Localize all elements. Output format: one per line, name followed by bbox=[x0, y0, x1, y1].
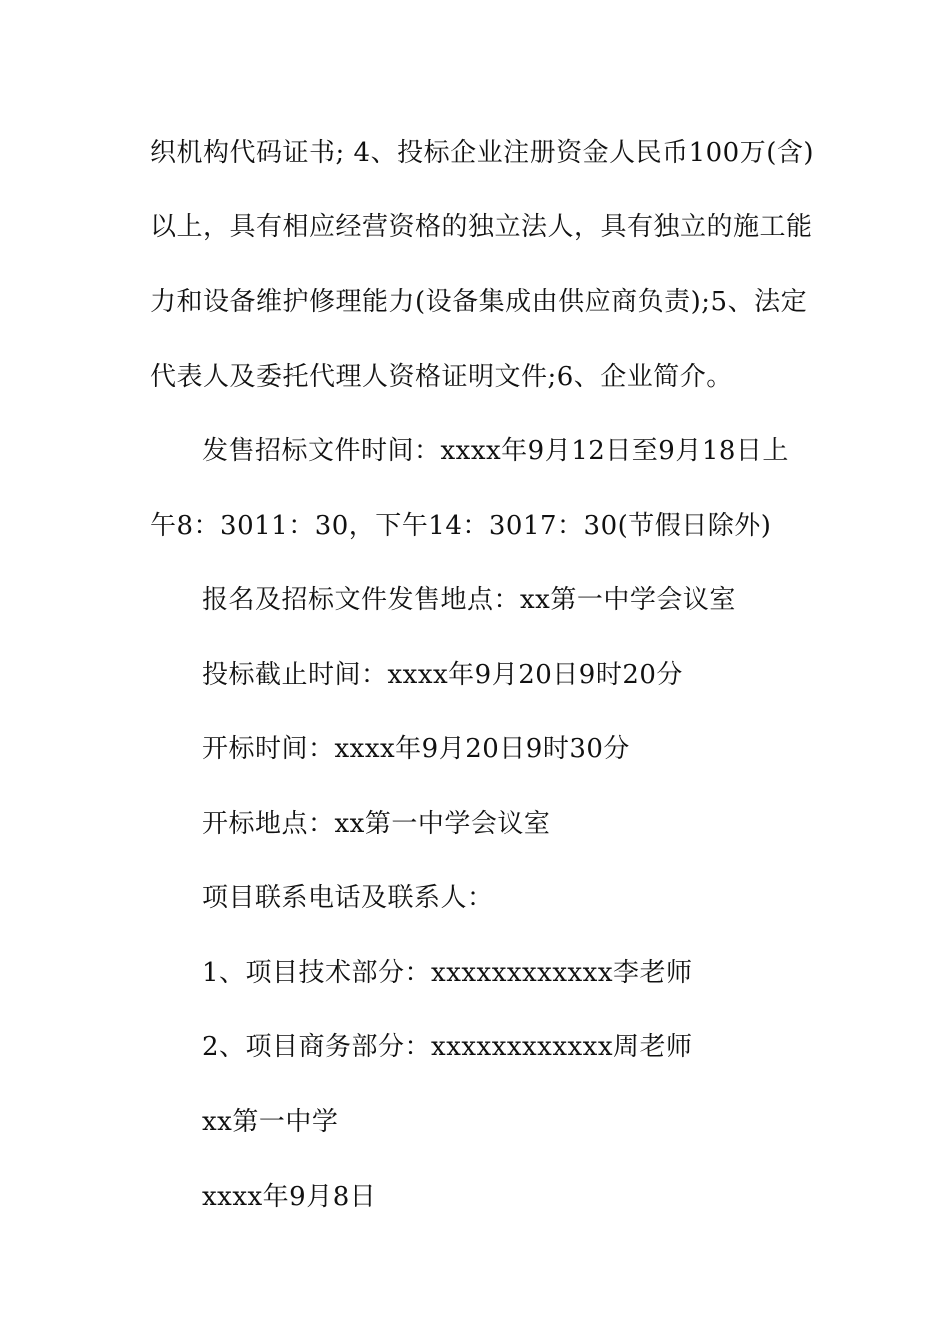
sale-time-line-2: 午8：3011：30，下午14：3017：30(节假日除外) bbox=[150, 511, 772, 541]
registration-location: 报名及招标文件发售地点：xx第一中学会议室 bbox=[202, 585, 736, 615]
contacts-heading: 项目联系电话及联系人： bbox=[202, 883, 494, 913]
opening-location: 开标地点：xx第一中学会议室 bbox=[202, 809, 551, 839]
contact-technical: 1、项目技术部分：xxxxxxxxxxxx李老师 bbox=[202, 958, 693, 988]
contact-business: 2、项目商务部分：xxxxxxxxxxxx周老师 bbox=[202, 1032, 693, 1062]
qualification-line-1: 织机构代码证书; 4、投标企业注册资金人民币100万(含) bbox=[150, 138, 814, 168]
sale-time-line-1: 发售招标文件时间：xxxx年9月12日至9月18日上 bbox=[202, 436, 789, 466]
qualification-line-4: 代表人及委托代理人资格证明文件;6、企业简介。 bbox=[150, 362, 733, 392]
issue-date: xxxx年9月8日 bbox=[202, 1182, 377, 1212]
qualification-line-3: 力和设备维护修理能力(设备集成由供应商负责);5、法定 bbox=[150, 287, 808, 317]
bid-deadline: 投标截止时间：xxxx年9月20日9时20分 bbox=[202, 660, 683, 690]
issuer-name: xx第一中学 bbox=[202, 1107, 339, 1137]
opening-time: 开标时间：xxxx年9月20日9时30分 bbox=[202, 734, 630, 764]
qualification-line-2: 以上，具有相应经营资格的独立法人，具有独立的施工能 bbox=[150, 212, 813, 242]
